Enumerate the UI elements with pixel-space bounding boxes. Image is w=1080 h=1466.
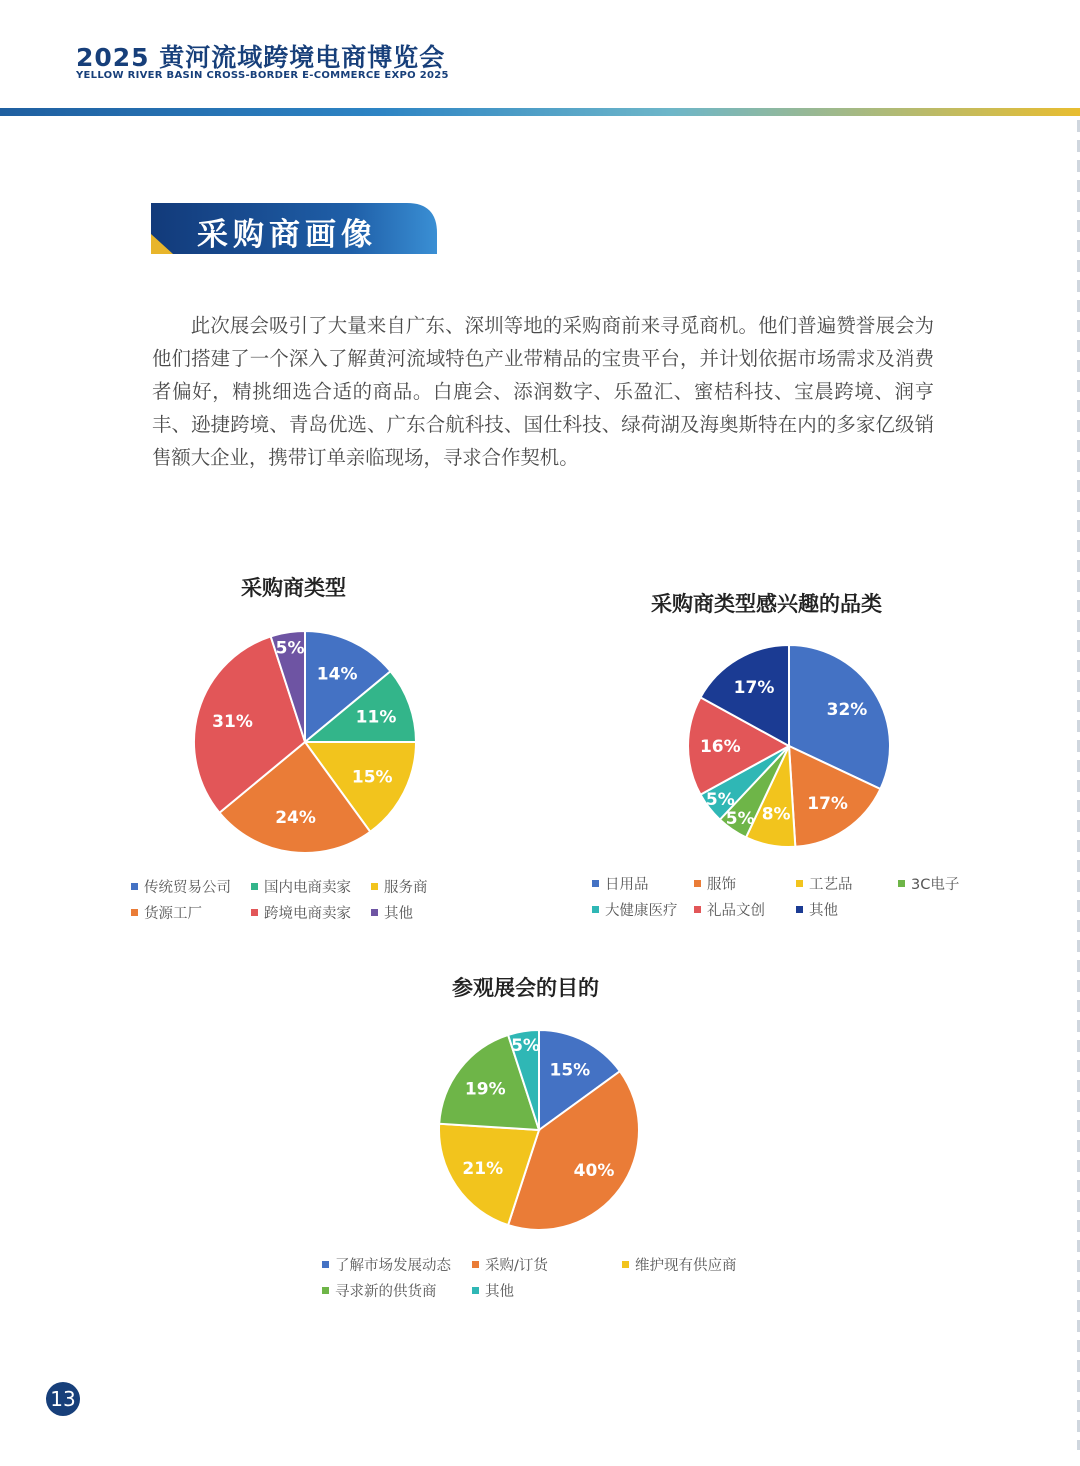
legend-item: [371, 876, 428, 897]
legend-swatch: [796, 906, 803, 913]
legend-item: [622, 1254, 737, 1275]
pie-label-1: 32%: [826, 700, 868, 721]
chart3-pie: [437, 1028, 641, 1232]
section-title: 采购商画像: [197, 217, 377, 253]
intro-paragraph: 此次展会吸引了大量来自广东、深圳等地的采购商前来寻觅商机。他们普遍赞誉展会为他们搭建了一个深入了解黄河流域特色产业带精品的宝贵平台，并计划依据市场需求及消费者偏好，精挑细选合适的商品。白鹿会、添润数字、乐盈汇、蜜桔科技、宝晨跨境、润亨丰、逊捷跨境、青岛优选、广东合航科技、国仕科技、绿荷湖及海奥斯特在内的多家亿级销售额大企业，携带订单亲临现场，寻求合作契机。: [152, 314, 934, 469]
legend-swatch: [796, 880, 803, 887]
legend-item: [131, 902, 202, 923]
legend-swatch: [371, 883, 378, 890]
legend-item: [898, 873, 959, 894]
legend-item: [796, 899, 838, 920]
legend-label: 其他: [384, 906, 413, 922]
legend-item: [322, 1254, 451, 1275]
legend-item: [694, 899, 765, 920]
legend-swatch: [592, 880, 599, 887]
legend-swatch: [694, 906, 701, 913]
legend-label: 服饰: [707, 877, 736, 893]
pie-label-4: 5%: [725, 808, 755, 829]
chart3-legend: [322, 1254, 762, 1304]
legend-label: 维护现有供应商: [635, 1258, 737, 1274]
legend-swatch: [322, 1261, 329, 1268]
legend-swatch: [322, 1287, 329, 1294]
chart2-legend: [592, 873, 992, 923]
legend-label: 国内电商卖家: [264, 880, 351, 896]
legend-label: 工艺品: [809, 877, 853, 893]
pie-label-6: 5%: [275, 638, 305, 659]
legend-label: 了解市场发展动态: [335, 1258, 451, 1274]
legend-swatch: [251, 883, 258, 890]
legend-swatch: [472, 1261, 479, 1268]
legend-label: 其他: [809, 903, 838, 919]
legend-swatch: [694, 880, 701, 887]
legend-item: [251, 876, 351, 897]
pie-label-5: 31%: [212, 711, 253, 732]
legend-label: 传统贸易公司: [144, 880, 231, 896]
header-gradient-bar: [0, 108, 1080, 116]
legend-label: 3C电子: [911, 877, 960, 893]
legend-label: 其他: [485, 1284, 514, 1300]
pie-label-4: 24%: [275, 807, 316, 828]
pie-label-3: 21%: [462, 1159, 504, 1180]
expo-title: 2025 黄河流域跨境电商博览会: [76, 43, 446, 72]
pie-label-2: 40%: [573, 1160, 615, 1181]
legend-swatch: [472, 1287, 479, 1294]
legend-swatch: [371, 909, 378, 916]
legend-label: 日用品: [605, 877, 649, 893]
legend-swatch: [622, 1261, 629, 1268]
legend-swatch: [251, 909, 258, 916]
legend-item: [322, 1280, 437, 1301]
pie-label-5: 5%: [511, 1036, 540, 1057]
pie-label-1: 15%: [549, 1060, 591, 1081]
pie-label-5: 5%: [705, 790, 735, 811]
legend-swatch: [131, 883, 138, 890]
legend-label: 跨境电商卖家: [264, 906, 351, 922]
chart2-pie: [686, 643, 892, 849]
legend-item: [796, 873, 853, 894]
legend-swatch: [898, 880, 905, 887]
legend-item: [472, 1280, 514, 1301]
pie-label-3: 8%: [761, 804, 791, 825]
chart2-title: 采购商类型感兴趣的品类: [651, 592, 882, 616]
pie-label-7: 17%: [733, 677, 775, 698]
chart3-title: 参观展会的目的: [452, 976, 599, 1000]
legend-label: 采购/订货: [485, 1258, 548, 1274]
chart1-pie: [192, 629, 418, 855]
legend-item: [472, 1254, 548, 1275]
pie-label-2: 11%: [355, 707, 397, 728]
legend-swatch: [592, 906, 599, 913]
legend-label: 礼品文创: [707, 903, 765, 919]
legend-label: 大健康医疗: [605, 903, 678, 919]
legend-item: [592, 873, 649, 894]
expo-subtitle: YELLOW RIVER BASIN CROSS-BORDER E-COMMERCE EXPO 2025: [76, 70, 449, 81]
pie-label-1: 14%: [316, 664, 358, 685]
legend-label: 货源工厂: [144, 906, 202, 922]
chart1-title: 采购商类型: [241, 576, 346, 600]
page-number: 13: [46, 1382, 80, 1416]
legend-item: [251, 902, 351, 923]
pie-label-4: 19%: [464, 1079, 506, 1100]
pie-label-6: 16%: [699, 737, 741, 757]
legend-label: 服务商: [384, 880, 428, 896]
legend-item: [694, 873, 736, 894]
legend-item: [592, 899, 678, 920]
chart1-legend: [131, 876, 461, 926]
pie-label-3: 15%: [351, 767, 393, 788]
legend-swatch: [131, 909, 138, 916]
legend-item: [371, 902, 413, 923]
legend-label: 寻求新的供货商: [335, 1284, 437, 1300]
legend-item: [131, 876, 231, 897]
pie-label-2: 17%: [807, 793, 848, 814]
